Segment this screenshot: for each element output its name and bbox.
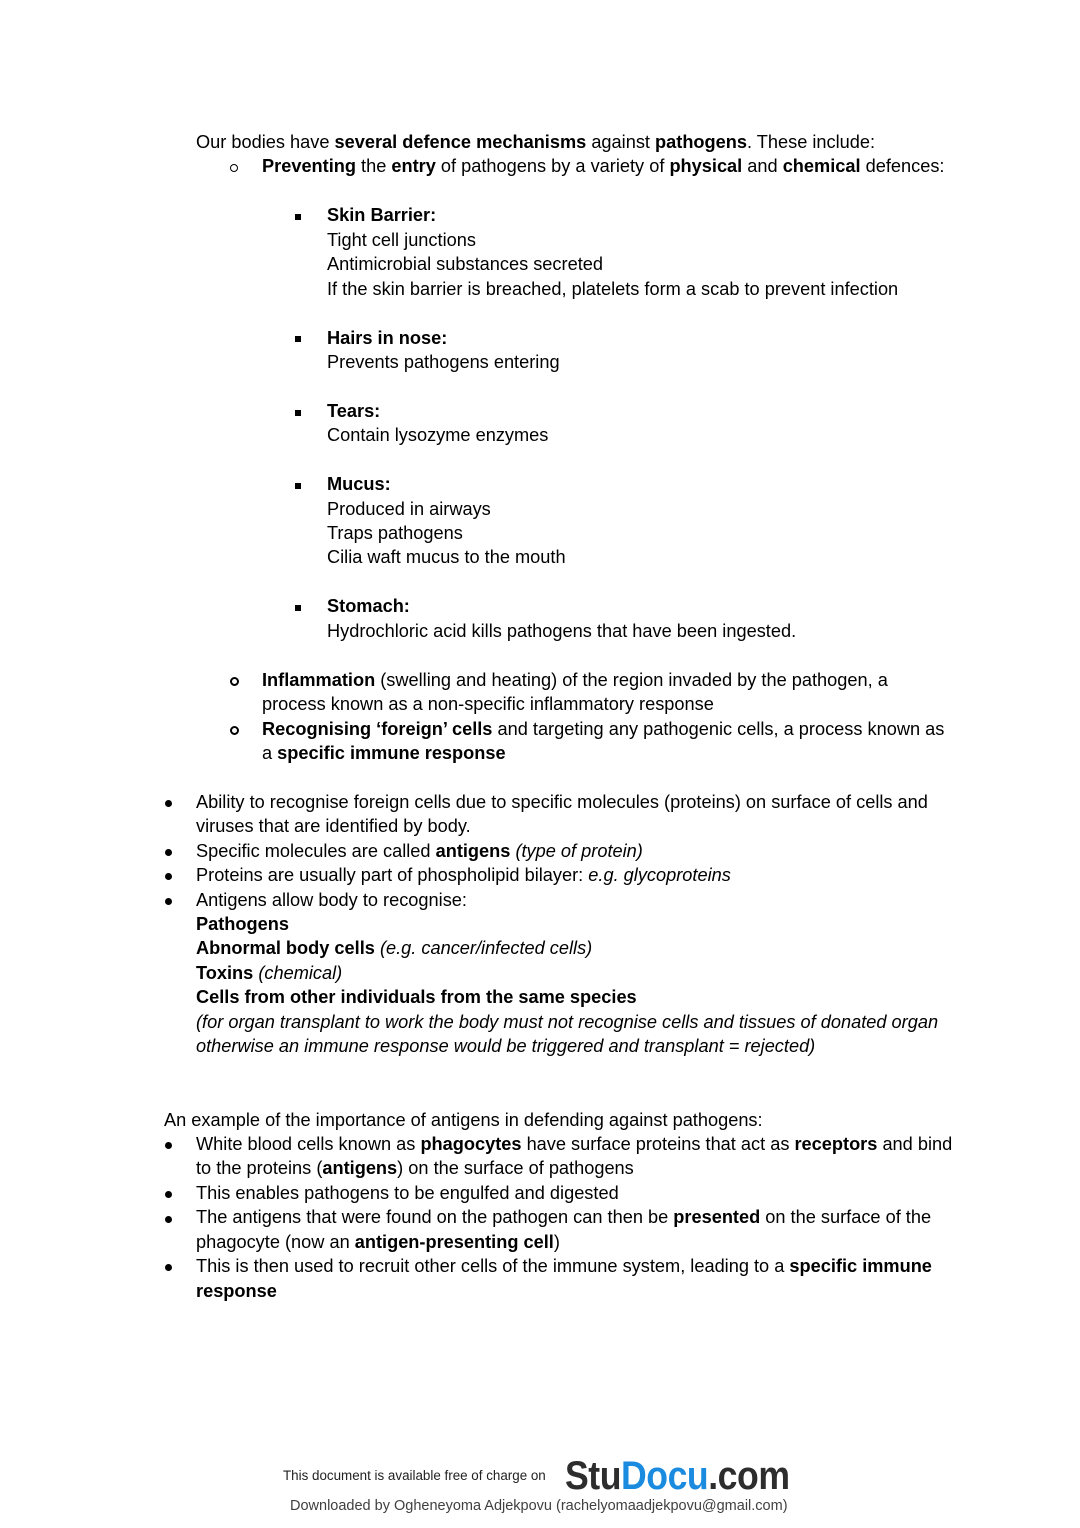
bullet-text: Antigens allow body to recognise: [196,889,467,910]
footer-availability-note: This document is available free of charge on [283,1468,546,1483]
recognised-item [0,985,1080,1009]
example-heading: An example of the importance of antigens in defending against pathogens: [164,1109,763,1130]
defences-intro-line [0,130,1080,154]
intro-bold-pathogens: pathogens [655,132,747,152]
example-bullet-continuation [0,1156,1080,1180]
bullet-text: This is then used to recruit other cells of the immune system, leading to a [196,1256,790,1277]
barrier-detail: Produced in airways [327,498,491,519]
barrier-title: Skin Barrier: [327,205,437,226]
bullet-text: Proteins are usually part of phospholipid bilayer: [196,865,589,886]
barrier-title-line [0,594,1080,618]
bullet-text: ) on the surface of pathogens [397,1158,634,1179]
bold-recognising-foreign-cells: Recognising ‘foreign’ cells [262,718,493,739]
round-bullet-marker [165,849,172,856]
antigens-section [0,790,1080,1059]
bullet-text: White blood cells known as [196,1133,421,1154]
bold-cells-same-species: Cells from other individuals from the same species [196,987,637,1008]
barrier-detail: Prevents pathogens entering [327,351,560,372]
recognised-item [0,936,1080,960]
round-bullet-marker [165,898,172,905]
barrier-tears [0,399,1080,448]
transplant-note: (for organ transplant to work the body must not recognise cells and tissues of donated organ [196,1011,939,1032]
barrier-detail: Antimicrobial substances secreted [327,254,603,275]
barrier-title-line [0,203,1080,227]
example-bullet-line [0,1132,1080,1156]
round-bullet-marker [165,1191,172,1198]
barrier-skin [0,203,1080,301]
hollow-bullet-marker [230,726,239,735]
italic-example: e.g. glycoproteins [588,865,731,886]
example-bullet-continuation [0,1230,1080,1254]
bullet-text: ) [553,1231,560,1252]
bullet-text: Specific molecules are called [196,840,436,861]
barrier-nose-hairs [0,326,1080,375]
antigen-bullet-line [0,839,1080,863]
item-text: of pathogens by a variety of [435,156,670,177]
preventing-entry-item [0,154,1080,178]
barrier-title: Stomach: [327,596,410,617]
bullet-text: phagocyte (now an [196,1231,355,1252]
barrier-title: Tears: [327,400,381,421]
barrier-title-line [0,399,1080,423]
inflammation-line [0,668,1080,692]
intro-text: against [586,132,656,152]
document-body [0,130,1080,1303]
item-text: (swelling and heating) of the region invaded by the pathogen, a [375,669,888,690]
bold-antigen-presenting-cell: antigen-presenting cell [354,1231,554,1252]
recognised-item [0,912,1080,936]
barrier-detail: Contain lysozyme enzymes [327,425,549,446]
barrier-detail: Cilia waft mucus to the mouth [327,547,566,568]
barrier-mucus [0,472,1080,570]
antigen-example-section [0,1108,1080,1304]
transplant-note: otherwise an immune response would be triggered and transplant = rejected) [196,1036,816,1057]
bold-response: response [196,1280,277,1301]
barrier-detail: Traps pathogens [327,523,463,543]
bullet-text: This enables pathogens to be engulfed and digested [196,1182,619,1203]
square-bullet-marker [295,605,301,611]
hollow-bullet-marker [230,677,239,686]
bullet-text: have surface proteins that act as [521,1133,795,1154]
bold-antigens: antigens [322,1158,398,1179]
italic-note: (e.g. cancer/infected cells) [374,938,593,959]
bold-abnormal-body-cells: Abnormal body cells [196,938,375,959]
example-bullet-line [0,1205,1080,1229]
barrier-title-line [0,326,1080,350]
square-bullet-marker [295,336,301,342]
bullet-text: and bind [877,1133,953,1154]
barrier-title: Mucus: [327,474,391,495]
inflammation-continuation: process known as a non-specific inflammatory response [262,694,714,715]
barrier-detail: Tight cell junctions [327,229,476,250]
barrier-title-line [0,472,1080,496]
round-bullet-marker [165,800,172,807]
round-bullet-marker [165,1142,172,1149]
bold-phagocytes: phagocytes [420,1133,522,1154]
bullet-text: The antigens that were found on the pathogen can then be [196,1207,674,1228]
bold-specific-immune-response: specific immune response [277,742,506,763]
logo-part-dotcom: .com [708,1454,790,1498]
example-bullet-line [0,1181,1080,1205]
bold-pathogens: Pathogens [196,914,289,934]
intro-text: Our bodies have [196,132,335,152]
barrier-stomach [0,594,1080,643]
item-text: and targeting any pathogenic cells, a process known as [492,718,945,739]
intro-text: . These include: [746,132,876,152]
square-bullet-marker [295,483,301,489]
antigen-bullet-line [0,888,1080,912]
bold-physical: physical [669,156,743,177]
round-bullet-marker [165,1264,172,1271]
hollow-bullet-marker [230,164,238,172]
footer-downloaded-by: Downloaded by Ogheneyoma Adjekpovu (rachelyomaadjekpovu@gmail.com) [290,1498,788,1514]
bullet-text: on the surface of the [760,1207,932,1228]
bold-receptors: receptors [794,1133,878,1154]
square-bullet-marker [295,410,301,416]
item-text: defences: [860,156,945,177]
logo-part-docu: Docu [621,1454,709,1498]
recognising-item [0,717,1080,766]
bold-antigens: antigens [435,840,511,861]
bold-inflammation: Inflammation [262,669,376,690]
bold-presented: presented [673,1207,761,1228]
bold-chemical: chemical [782,156,861,177]
item-text: and [742,156,783,177]
bold-toxins: Toxins [196,962,254,983]
intro-bold-defence-mechanisms: several defence mechanisms [334,132,587,152]
antigen-bullet-line [0,863,1080,887]
logo-part-stu: Stu [565,1454,622,1498]
antigen-bullet-continuation: viruses that are identified by body. [196,816,471,837]
bullet-text: Ability to recognise foreign cells due to specific molecules (proteins) on surface of cells and [196,791,928,812]
example-bullet-line [0,1254,1080,1278]
barrier-detail: Hydrochloric acid kills pathogens that have been ingested. [327,620,797,641]
item-text: a [262,742,278,763]
item-text: the [356,156,392,177]
bold-specific-immune: specific immune [789,1256,932,1277]
example-bullet-continuation [0,1279,1080,1303]
italic-note: (type of protein) [510,840,643,861]
bold-preventing: Preventing [262,156,356,177]
studocu-logo [565,1456,790,1496]
barrier-title: Hairs in nose: [327,327,448,348]
recognising-continuation [0,741,1080,765]
bullet-text: to the proteins ( [196,1158,323,1179]
round-bullet-marker [165,873,172,880]
defence-mechanisms-section [0,130,1080,765]
italic-note: (chemical) [253,962,343,983]
square-bullet-marker [295,214,301,220]
antigen-bullet-line [0,790,1080,814]
inflammation-item [0,668,1080,717]
recognised-item [0,961,1080,985]
barrier-detail: If the skin barrier is breached, platelets form a scab to prevent infection [327,278,899,299]
round-bullet-marker [165,1216,172,1223]
bold-entry: entry [391,156,436,177]
recognising-line [0,717,1080,741]
